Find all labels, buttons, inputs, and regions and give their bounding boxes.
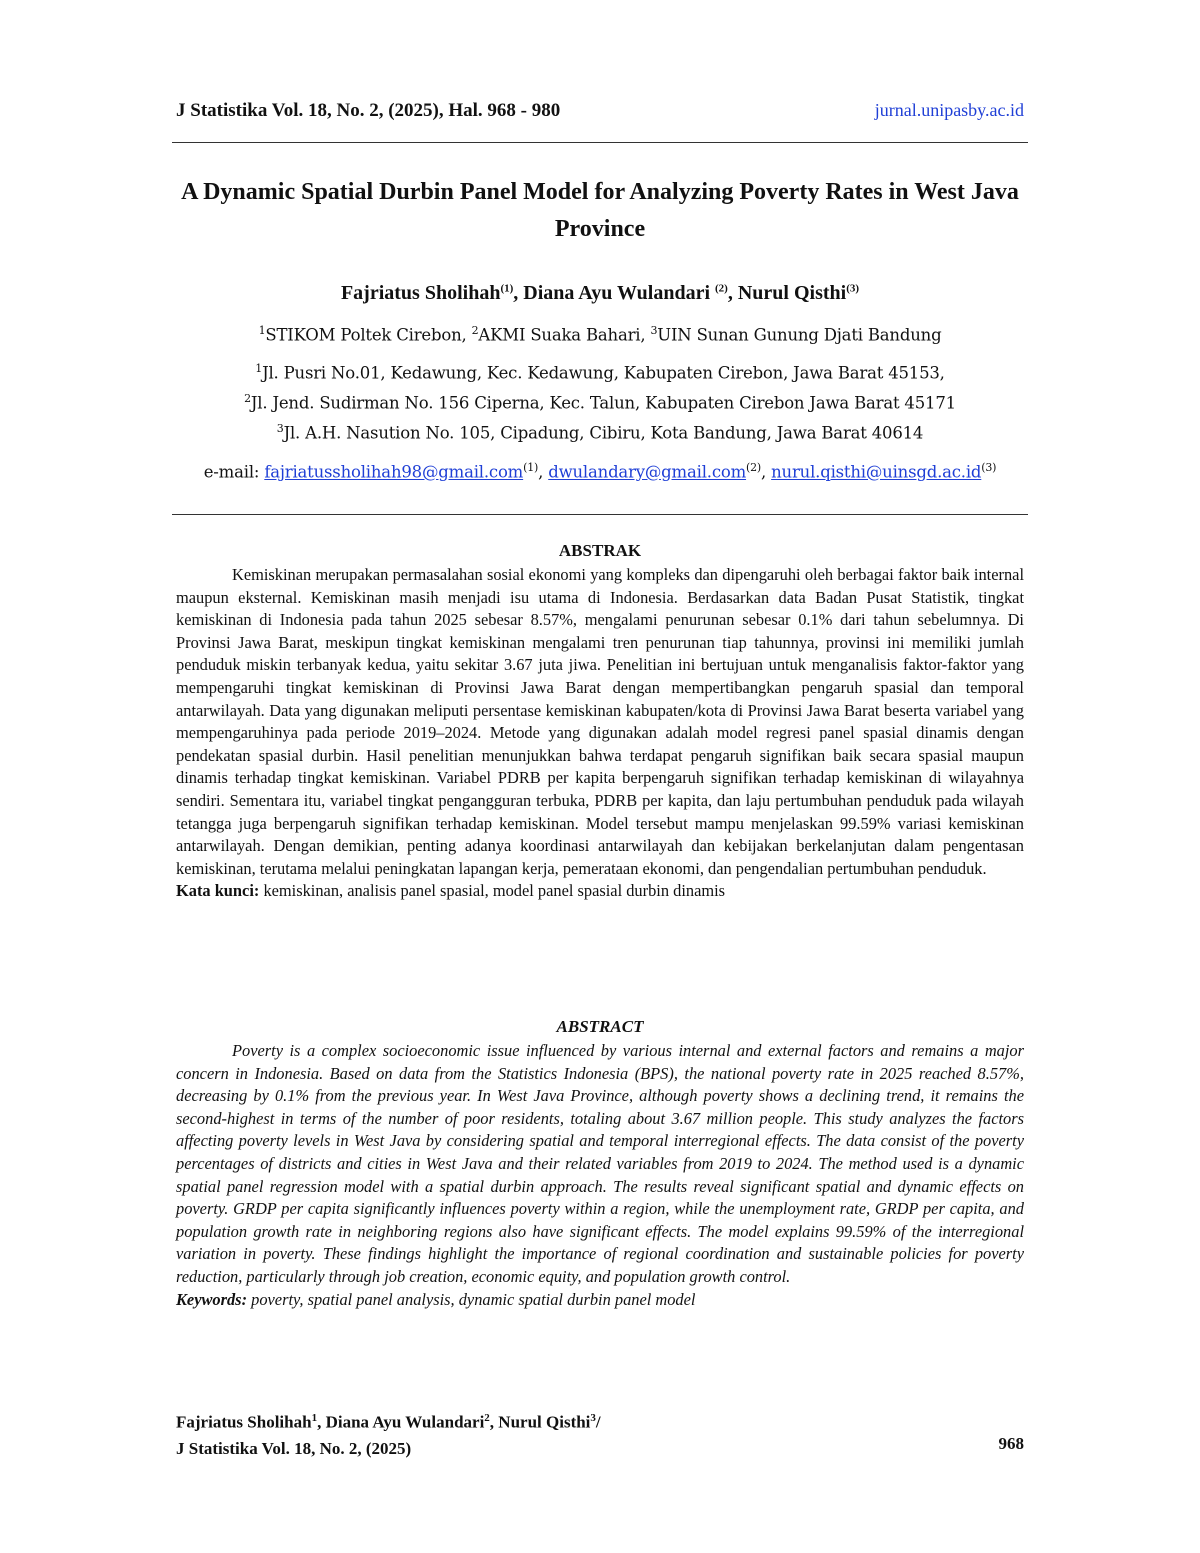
- address-mark: 1: [255, 362, 263, 375]
- footer-author: , Nurul Qisthi: [489, 1412, 591, 1432]
- address-mark: 2: [244, 392, 251, 405]
- footer-author: , Diana Ayu Wulandari: [317, 1412, 485, 1432]
- address-text: Jl. A.H. Nasution No. 105, Cipadung, Cibiru, Kota Bandung, Jawa Barat 40614: [283, 423, 924, 443]
- author-mark: (2): [715, 282, 728, 295]
- author-name: Fajriatus Sholihah: [340, 282, 501, 304]
- affiliations: [150, 324, 1050, 345]
- author-mark: (3): [846, 282, 860, 295]
- abstract-keywords: [176, 1289, 1024, 1312]
- address-2: [150, 392, 1050, 413]
- keywords-label: Kata kunci:: [176, 881, 260, 901]
- author-list: Fajriatus Sholihah$^{(1)}$, Diana Ayu Wulandari $^{(2)}$, Nurul Qisthi$^{(3)}$: [340, 282, 860, 304]
- affiliation: UIN Sunan Gunung Djati Bandung: [657, 325, 942, 345]
- address-mark: 3: [276, 422, 284, 435]
- address-text: Jl. Jend. Sudirman No. 156 Ciperna, Kec. Talun, Kabupaten Cirebon Jawa Barat 45171: [250, 393, 956, 413]
- footer-author-mark: 3: [590, 1412, 596, 1424]
- address-text: Jl. Pusri No.01, Kedawung, Kec. Kedawung, Kabupaten Cirebon, Jawa Barat 45153,: [262, 363, 945, 383]
- affiliation-mark: 1: [258, 324, 266, 337]
- header-divider: [172, 142, 1028, 143]
- address-3: [150, 422, 1050, 443]
- footer-author-mark: 1: [311, 1412, 318, 1424]
- footer-slash: /: [595, 1412, 601, 1432]
- abstrak-body: [176, 564, 1024, 903]
- keywords-text: poverty, spatial panel analysis, dynamic spatial durbin panel model: [247, 1289, 696, 1309]
- paper-title: A Dynamic Spatial Durbin Panel Model for Analyzing Poverty Rates in West Java Province: [181, 179, 1019, 242]
- journal-website-link[interactable]: jurnal.unipasby.ac.id: [874, 100, 1024, 120]
- author-name: Nurul Qisthi: [737, 282, 847, 304]
- email-label: e-mail:: [203, 462, 265, 482]
- email-mark: (1): [523, 461, 539, 474]
- email-link[interactable]: fajriatussholihah98@gmail.com: [264, 462, 524, 482]
- affiliation-mark: 3: [650, 324, 658, 337]
- abstract-text: Poverty is a complex socioeconomic issue influenced by various internal and external factors and remains a major concern in Indonesia. Based on data from the Statistics Indonesia (BPS), the national poverty rate in 2025 reached 8.57%, decreasing by 0.1% from the previous year. In West Java Province, although poverty shows a declining trend, it remains the second-highest in terms of the number of poor residents, totaling about 3.67 million people. This study analyzes the factors affecting poverty levels in West Java by considering spatial and temporal interregional effects. The data consist of the poverty percentages of districts and cities in West Java and their related variables from 2019 to 2024. The method used is a dynamic spatial panel regression model with a spatial durbin approach. The results reveal significant spatial and dynamic effects on poverty. GRDP per capita significantly influences poverty within a region, while the unemployment rate, GRDP per capita, and population growth rate in neighboring regions also have significant effects. The model explains 99.59% of the interregional variation in poverty. These findings highlight the importance of regional coordination and sustainable policies for poverty reduction, particularly through job creation, economic equity, and population growth control.: [176, 1041, 1024, 1286]
- page-footer: [176, 1405, 1024, 1462]
- footer-authors: [176, 1405, 1024, 1436]
- section-divider: [172, 514, 1028, 515]
- page-number: 968: [998, 1434, 1024, 1453]
- journal-citation: J Statistika Vol. 18, No. 2, (2025), Hal. 968 - 980: [176, 100, 561, 121]
- keywords-label: Keywords:: [176, 1289, 248, 1309]
- email-mark: (2): [746, 461, 762, 474]
- abstrak-text: Kemiskinan merupakan permasalahan sosial ekonomi yang kompleks dan dipengaruhi oleh berbagai faktor baik internal maupun eksternal. Kemiskinan masih menjadi isu utama di Indonesia. Berdasarkan data Badan Pusat Statistik, tingkat kemiskinan di Indonesia pada tahun 2025 sebesar 8.57%, mengalami penurunan sebesar 0.1% dari tahun sebelumnya. Di Provinsi Jawa Barat, meskipun tingkat kemiskinan mengalami tren penurunan tiap tahunnya, provinsi ini memiliki jumlah penduduk miskin terbanyak kedua, yaitu sekitar 3.67 juta jiwa. Penelitian ini bertujuan untuk menganalisis faktor-faktor yang mempengaruhi tingkat kemiskinan di Provinsi Jawa Barat dengan mempertibangkan pengaruh spasial dan temporal antarwilayah. Data yang digunakan meliputi persentase kemiskinan kabupaten/kota di Provinsi Jawa Barat beserta variabel yang mempengaruhinya pada periode 2019–2024. Metode yang digunakan adalah model regresi panel spasial dinamis dengan pendekatan spasial durbin. Hasil penelitian menunjukkan bahwa terdapat pengaruh signifikan baik secara spasial maupun dinamis terhadap tingkat kemiskinan. Variabel PDRB per kapita berpengaruh signifikan terhadap kemiskinan di wilayahnya sendiri. Sementara itu, variabel tingkat pengangguran terbuka, PDRB per kapita, dan laju pertumbuhan penduduk pada wilayah tetangga juga berpengaruh signifikan terhadap kemiskinan. Model tersebut mampu menjelaskan 99.59% variasi kemiskinan antarwilayah. Dengan demikian, penting adanya koordinasi antarwilayah dan kebijakan berkelanjutan dalam pengentasan kemiskinan, terutama melalui peningkatan lapangan kerja, pemerataan ekonomi, dan pengendalian pertumbuhan penduduk.: [176, 565, 1024, 878]
- affiliation-mark: 2: [471, 324, 479, 337]
- abstrak-heading: ABSTRAK: [558, 541, 642, 560]
- abstract-heading: ABSTRACT: [556, 1017, 644, 1036]
- abstract-body: [176, 1040, 1024, 1311]
- email-line: e-mail: fajriatussholihah98@gmail.com$^{(1)}$, dwulandary@gmail.com$^{(2)}$, $nurul.qisthi@uinsgd.ac.id^{(3)}$: [203, 461, 997, 482]
- email-link[interactable]: nurul.qisthi@uinsgd.ac.id: [771, 462, 982, 482]
- running-header: [176, 100, 1024, 130]
- affiliation: AKMI Suaka Bahari,: [478, 325, 651, 345]
- keywords-text: kemiskinan, analisis panel spasial, model panel spasial durbin dinamis: [259, 881, 726, 901]
- footer-author-mark: 2: [484, 1412, 490, 1424]
- affiliation: STIKOM Poltek Cirebon,: [265, 325, 472, 345]
- footer-journal: J Statistika Vol. 18, No. 2, (2025): [176, 1438, 412, 1458]
- author-mark: (1): [500, 282, 514, 295]
- author-name: Diana Ayu Wulandari: [523, 282, 711, 304]
- email-mark: (3): [981, 461, 997, 474]
- abstrak-keywords: [176, 880, 1024, 903]
- email-link[interactable]: dwulandary@gmail.com: [548, 462, 747, 482]
- footer-author: Fajriatus Sholihah: [176, 1412, 312, 1432]
- address-1: [150, 362, 1050, 383]
